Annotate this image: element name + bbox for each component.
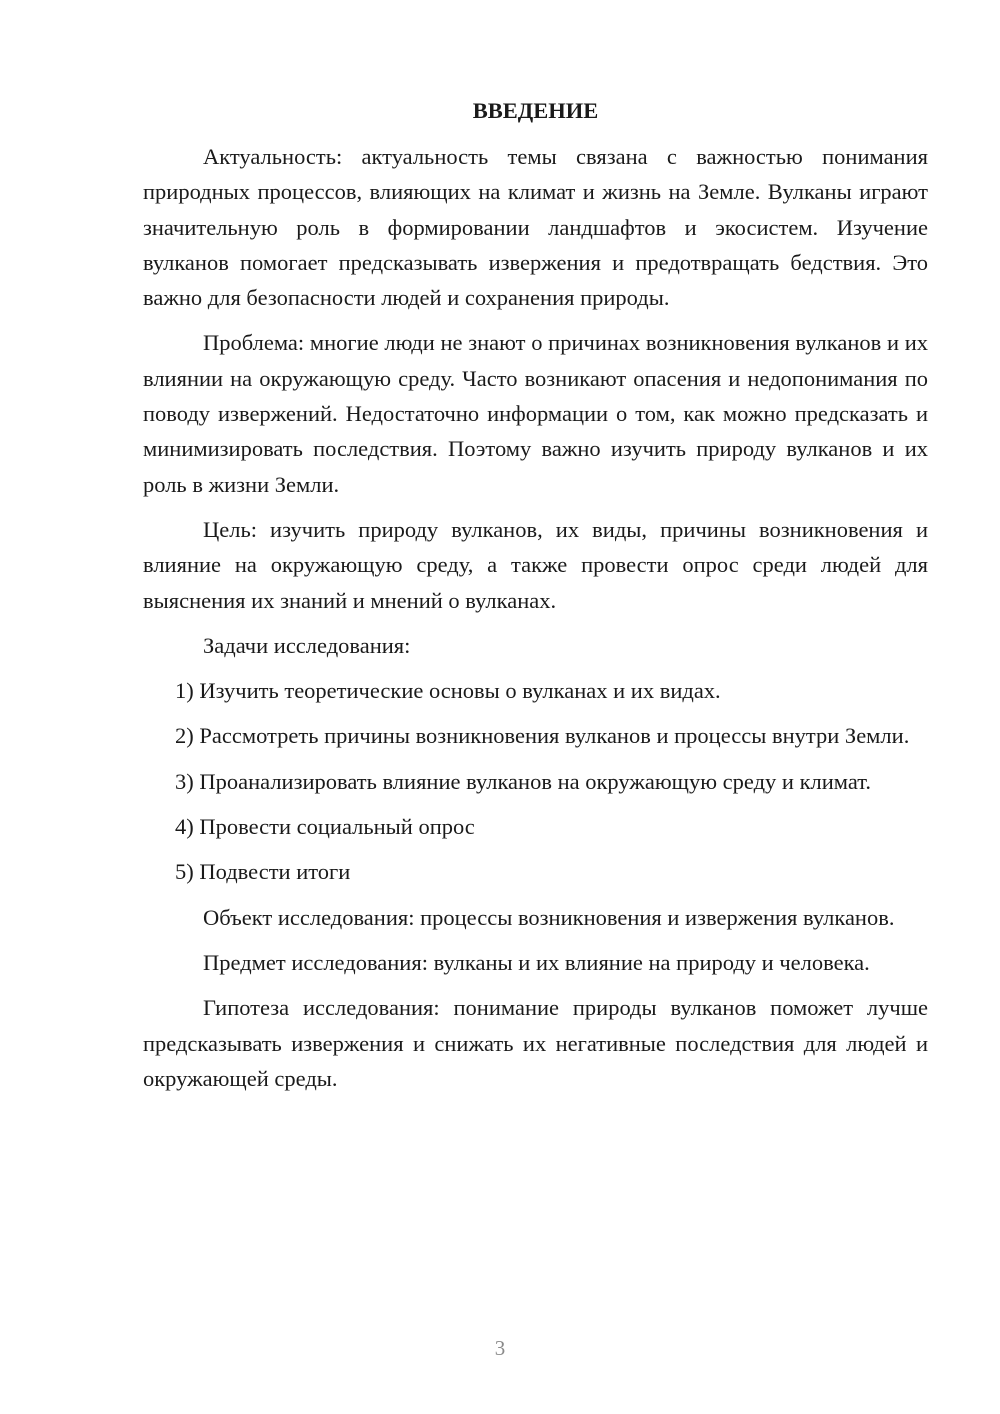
task-item-1: 1) Изучить теоретические основы о вулканах и их видах. bbox=[175, 678, 721, 704]
paragraph-tasks-heading: Задачи исследования: bbox=[203, 632, 411, 658]
paragraph-object: Объект исследования: процессы возникновения и извержения вулканов. bbox=[203, 904, 895, 930]
task-item-5: 5) Подвести итоги bbox=[175, 859, 351, 885]
task-item-3: 3) Проанализировать влияние вулканов на окружающую среду и климат. bbox=[175, 768, 872, 794]
paragraph-goal: Цель: изучить природу вулканов, их виды, причины возникновения и влияние на окружающую среду, а также провести опрос среди людей для выяснения их знаний и мнений о вулканах. bbox=[143, 516, 928, 613]
document-page bbox=[143, 96, 928, 1106]
paragraph-relevance: Актуальность: актуальность темы связана с важностью понимания природных процессов, влияющих на климат и жизнь на Земле. Вулканы играют значительную роль в формировании ландшафтов и экосистем. Изучение вулканов помогает предсказывать извержения и предотвращать бедствия. Это важно для безопасности людей и сохранения природы. bbox=[143, 144, 928, 311]
paragraph-hypothesis: Гипотеза исследования: понимание природы вулканов поможет лучше предсказывать извержения и снижать их негативные последствия для людей и окружающей среды. bbox=[143, 995, 928, 1091]
page-number: 3 bbox=[494, 1336, 506, 1360]
paragraph-problem: Проблема: многие люди не знают о причинах возникновения вулканов и их влиянии на окружающую среду. Часто возникают опасения и недопонимания по поводу извержений. Недостаточно информации о том, как можно предсказать и минимизировать последствия. Поэтому важно изучить природу вулканов и их роль в жизни Земли. bbox=[143, 330, 928, 497]
task-item-4: 4) Провести социальный опрос bbox=[175, 814, 475, 840]
paragraph-subject: Предмет исследования: вулканы и их влияние на природу и человека. bbox=[203, 949, 870, 975]
task-item-2: 2) Рассмотреть причины возникновения вулканов и процессы внутри Земли. bbox=[175, 723, 910, 749]
section-title: ВВЕДЕНИЕ bbox=[472, 98, 599, 123]
